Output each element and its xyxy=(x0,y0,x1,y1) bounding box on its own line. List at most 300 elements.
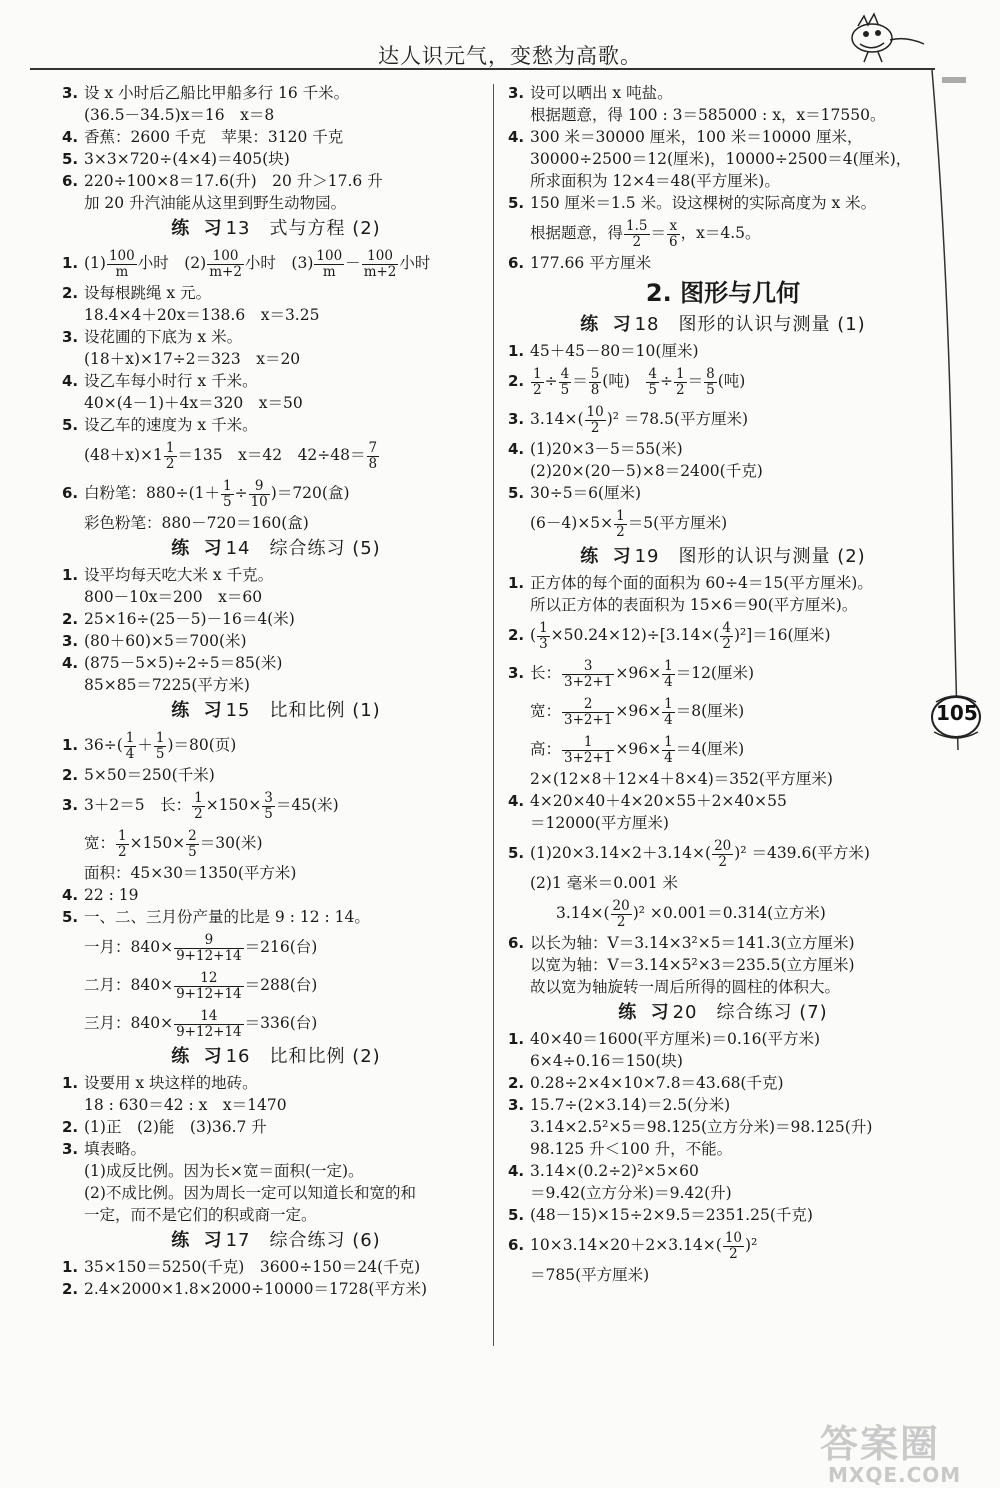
answer-text: 一、二、三月份产量的比是 9 : 12 : 14。 xyxy=(84,908,370,926)
answer-line xyxy=(508,252,938,274)
section-title: 17 综合练习 (6) xyxy=(225,1230,381,1251)
text-part: ×150× xyxy=(129,834,186,852)
text-part: ＝135 x＝42 42÷48＝ xyxy=(177,446,366,464)
text-part: ＝ xyxy=(687,372,704,390)
answer-line xyxy=(62,326,490,348)
text-part: 宽： xyxy=(530,702,562,720)
answer-text: 150 厘米＝1.5 米。设这棵树的实际高度为 x 米。 xyxy=(530,194,877,212)
item-number: 1. xyxy=(62,1074,79,1092)
text-part: )² ＝439.6(平方米) xyxy=(734,844,870,862)
denominator: 5 xyxy=(155,745,165,762)
text-part: 3.14×( xyxy=(530,410,584,428)
numerator: 9 xyxy=(174,933,244,949)
answer-text xyxy=(556,897,826,930)
text-part: )＝720(盒) xyxy=(270,484,350,502)
answer-text: 一定，而不是它们的积或商一定。 xyxy=(84,1206,317,1224)
answer-line xyxy=(508,1264,938,1286)
answer-line xyxy=(508,82,938,104)
section-heading xyxy=(62,215,490,243)
fraction xyxy=(662,659,675,690)
item-number: 3. xyxy=(62,328,79,346)
answer-text: 设平均每天吃大米 x 千克。 xyxy=(84,566,274,584)
denominator: m+2 xyxy=(363,263,397,280)
item-number: 1. xyxy=(508,574,525,592)
answer-text: 30000÷2500＝12(厘米)，10000÷2500＝4(厘米)， xyxy=(530,150,912,168)
fraction xyxy=(107,249,137,280)
denominator: m xyxy=(115,263,129,280)
answer-text: 2.4×2000×1.8×2000÷10000＝1728(平方米) xyxy=(84,1280,427,1298)
answer-text: 15.7÷(2×3.14)＝2.5(分米) xyxy=(530,1096,731,1114)
section-heading xyxy=(62,535,490,563)
section-prefix: 练 习 xyxy=(171,538,226,559)
denominator: 2 xyxy=(194,805,203,822)
section-heading xyxy=(508,311,938,339)
fraction xyxy=(589,367,602,398)
answer-text: 填表略。 xyxy=(84,1140,147,1158)
fraction xyxy=(249,479,270,510)
numerator: 20 xyxy=(612,897,630,914)
answer-text xyxy=(530,1229,758,1262)
section-prefix: 练 习 xyxy=(580,314,635,335)
numerator: 1 xyxy=(194,789,203,806)
text-part: ＝ xyxy=(650,224,667,242)
denominator: 3+2+1 xyxy=(564,711,613,728)
fraction xyxy=(221,479,234,510)
fraction xyxy=(174,1009,244,1040)
answer-line xyxy=(62,512,490,534)
numerator: 2 xyxy=(188,827,197,844)
answer-text: 22 : 19 xyxy=(84,886,139,904)
numerator: 1 xyxy=(222,477,232,494)
text-part: － xyxy=(345,254,361,272)
fraction xyxy=(531,367,544,398)
numerator: x xyxy=(667,219,680,235)
answer-text: 18.4×4＋20x＝138.6 x＝3.25 xyxy=(84,306,320,324)
answer-line xyxy=(508,1138,938,1160)
answer-text: (1)正 (2)能 (3)36.7 升 xyxy=(84,1118,267,1136)
answer-text: 3.14×2.5²×5＝98.125(立方分米)＝98.125(升) xyxy=(530,1118,873,1136)
item-number: 3. xyxy=(508,1096,525,1114)
text-part: ＋ xyxy=(137,736,153,754)
answer-text: 故以宽为轴旋转一周后所得的圆柱的体积大。 xyxy=(530,978,841,996)
item-number: 4. xyxy=(508,128,525,146)
text-part: )＝80(页) xyxy=(167,736,237,754)
answer-line xyxy=(62,148,490,170)
answer-line xyxy=(62,966,490,1004)
section-prefix: 练 习 xyxy=(171,218,226,239)
answer-line xyxy=(62,726,490,764)
answer-line xyxy=(508,976,938,998)
fraction xyxy=(674,367,687,398)
answer-line xyxy=(62,764,490,786)
text-part: (吨) xyxy=(602,372,646,390)
answer-line xyxy=(508,768,938,790)
text-part: 小时 (2) xyxy=(137,254,207,272)
answer-text: (1)20×3－5＝55(米) xyxy=(530,440,683,458)
answer-text: 设乙车的速度为 x 千米。 xyxy=(84,416,258,434)
answer-text: 以宽为轴：V＝3.14×5²×3＝235.5(立方厘米) xyxy=(530,956,855,974)
numerator: 100 xyxy=(207,249,244,265)
answer-line xyxy=(62,652,490,674)
item-number: 2. xyxy=(62,610,79,628)
fraction xyxy=(611,899,632,930)
answer-line xyxy=(508,894,938,932)
answer-line xyxy=(508,1094,938,1116)
answer-text: 设要用 x 块这样的地砖。 xyxy=(84,1074,258,1092)
text-part: 三月：840× xyxy=(84,1014,174,1032)
answer-text xyxy=(84,477,350,510)
text-part: ＝216(台) xyxy=(244,938,318,956)
denominator: 2 xyxy=(729,1245,738,1262)
item-number: 5. xyxy=(62,150,79,168)
answer-text: 30÷5＝6(厘米) xyxy=(530,484,642,502)
answer-line xyxy=(508,400,938,438)
denominator: 3 xyxy=(539,635,548,652)
item-number: 6. xyxy=(508,254,525,272)
fraction xyxy=(614,509,627,540)
answer-line xyxy=(508,192,938,214)
numerator: 4 xyxy=(560,365,570,382)
answer-line xyxy=(62,1138,490,1160)
numerator: 10 xyxy=(586,403,604,420)
item-number: 4. xyxy=(508,792,525,810)
item-number: 6. xyxy=(508,1236,525,1254)
item-number: 4. xyxy=(508,440,525,458)
answer-text xyxy=(530,695,745,728)
answer-text: 85×85＝7225(平方米) xyxy=(84,676,250,694)
answer-line xyxy=(508,1226,938,1264)
answer-text: 40×40＝1600(平方厘米)＝0.16(平方米) xyxy=(530,1030,821,1048)
answer-line xyxy=(508,1116,938,1138)
numerator: 5 xyxy=(590,365,600,382)
answer-text: 25×16÷(25－5)－16＝4(米) xyxy=(84,610,295,628)
answer-line xyxy=(62,1278,490,1300)
answer-text: 所求面积为 12×4＝48(平方厘米)。 xyxy=(530,172,780,190)
fraction xyxy=(362,249,399,280)
numerator: 3 xyxy=(562,659,614,675)
answer-line xyxy=(62,104,490,126)
answer-line xyxy=(508,1182,938,1204)
answer-line xyxy=(62,674,490,696)
answer-line xyxy=(62,1182,490,1204)
numerator: 1 xyxy=(125,729,135,746)
answer-text: 设每根跳绳 x 元。 xyxy=(84,284,212,302)
item-number: 1. xyxy=(62,566,79,584)
answer-text: ＝785(平方厘米) xyxy=(530,1266,650,1284)
item-number: 1. xyxy=(508,342,525,360)
answer-line xyxy=(508,460,938,482)
fraction xyxy=(646,367,659,398)
item-number: 3. xyxy=(62,84,79,102)
answer-line xyxy=(508,730,938,768)
text-part: 10×3.14×20＋2×3.14×( xyxy=(530,1236,722,1254)
section-title: 16 比和比例 (2) xyxy=(225,1046,381,1067)
answer-text: 3×3×720÷(4×4)＝405(块) xyxy=(84,150,290,168)
left-column xyxy=(62,82,490,1300)
text-part: )² ＝78.5(平方厘米) xyxy=(606,410,749,428)
section-heading xyxy=(62,1043,490,1071)
text-part: ＝8(厘米) xyxy=(675,702,745,720)
answer-text: 4×20×40＋4×20×55＋2×40×55 xyxy=(530,792,787,810)
answer-text: 设乙车每小时行 x 千米。 xyxy=(84,372,258,390)
section-prefix: 练 习 xyxy=(171,1046,226,1067)
denominator: 4 xyxy=(664,711,673,728)
answer-line xyxy=(62,1160,490,1182)
answer-text xyxy=(84,1007,318,1040)
answer-line xyxy=(508,1072,938,1094)
item-number: 1. xyxy=(62,254,79,272)
denominator: m+2 xyxy=(209,263,242,280)
answer-line xyxy=(508,504,938,542)
text-part: ÷ xyxy=(544,372,558,390)
answer-line xyxy=(508,148,938,170)
denominator: 5 xyxy=(222,493,232,510)
numerator: 1 xyxy=(539,619,548,636)
text-part: 高： xyxy=(530,740,562,758)
item-number: 1. xyxy=(508,1030,525,1048)
answer-text: 6×4÷0.16＝150(块) xyxy=(530,1052,683,1070)
numerator: 12 xyxy=(174,971,244,987)
answer-line xyxy=(62,786,490,824)
answer-text xyxy=(530,403,749,436)
answer-line xyxy=(62,414,490,436)
text-part: ＝45(米) xyxy=(275,796,339,814)
right-column xyxy=(508,82,938,1286)
denominator: 5 xyxy=(188,843,197,860)
fraction xyxy=(537,621,550,652)
item-number: 2. xyxy=(508,372,525,390)
denominator: 4 xyxy=(664,749,673,766)
answer-text: 220÷100×8＝17.6(升) 20 升＞17.6 升 xyxy=(84,172,383,190)
item-number: 1. xyxy=(62,736,79,754)
answer-text: 45＋45－80＝10(厘米) xyxy=(530,342,699,360)
answer-text: 300 米＝30000 厘米，100 米＝10000 厘米， xyxy=(530,128,863,146)
fraction xyxy=(585,405,606,436)
answer-text: 所以正方体的表面积为 15×6＝90(平方厘米)。 xyxy=(530,596,858,614)
answer-line xyxy=(508,954,938,976)
text-part: 一月：840× xyxy=(84,938,174,956)
text-part: ×96× xyxy=(615,664,662,682)
answer-text: (18＋x)×17÷2＝323 x＝20 xyxy=(84,350,301,368)
cartoon-mascot-icon xyxy=(838,6,928,66)
text-part: ＝288(台) xyxy=(244,976,318,994)
answer-text: ＝12000(平方厘米) xyxy=(530,814,669,832)
item-number: 4. xyxy=(62,886,79,904)
item-number: 3. xyxy=(62,632,79,650)
text-part: 小时 (3) xyxy=(244,254,314,272)
numerator: 4 xyxy=(648,365,657,382)
section-title: 14 综合练习 (5) xyxy=(225,538,381,559)
answer-line xyxy=(62,564,490,586)
text-part: ＝5(平方厘米) xyxy=(627,514,728,532)
section-heading xyxy=(508,543,938,571)
answer-line xyxy=(62,170,490,192)
item-number: 3. xyxy=(62,796,79,814)
fraction xyxy=(367,441,380,472)
denominator: 5 xyxy=(264,805,273,822)
fraction xyxy=(662,697,675,728)
denominator: 2 xyxy=(118,843,127,860)
answer-line xyxy=(508,872,938,894)
fraction xyxy=(723,1231,744,1262)
section-title: 15 比和比例 (1) xyxy=(225,700,381,721)
answer-text: 设花圃的下底为 x 米。 xyxy=(84,328,243,346)
section-prefix: 练 习 xyxy=(171,700,226,721)
fraction xyxy=(720,621,733,652)
answer-text xyxy=(530,365,746,398)
denominator: 3+2+1 xyxy=(564,673,613,690)
answer-text: (36.5－34.5)x＝16 x＝8 xyxy=(84,106,275,124)
answer-line xyxy=(62,824,490,862)
fraction xyxy=(562,697,614,728)
item-number: 5. xyxy=(508,484,525,502)
numerator: 2 xyxy=(562,697,614,713)
denominator: 6 xyxy=(669,233,678,250)
answer-line xyxy=(508,362,938,400)
denominator: 2 xyxy=(165,455,175,472)
section-title: 13 式与方程 (2) xyxy=(225,218,381,239)
chapter-title: 2. 图形与几何 xyxy=(645,279,801,307)
denominator: 5 xyxy=(706,381,715,398)
item-number: 2. xyxy=(62,1280,79,1298)
answer-text: 2×(12×8＋12×4＋8×4)＝352(平方厘米) xyxy=(530,770,833,788)
answer-line xyxy=(62,586,490,608)
section-heading xyxy=(62,1227,490,1255)
answer-line xyxy=(62,370,490,392)
section-title: 19 图形的认识与测量 (2) xyxy=(634,546,866,567)
item-number: 2. xyxy=(62,766,79,784)
section-prefix: 练 习 xyxy=(580,546,635,567)
answer-line xyxy=(62,906,490,928)
fraction xyxy=(662,735,675,766)
answer-line xyxy=(508,170,938,192)
header-slogan: 达人识元气，变愁为高歌。 xyxy=(378,44,642,68)
answer-line xyxy=(62,608,490,630)
text-part: ＝12(厘米) xyxy=(675,664,755,682)
item-number: 3. xyxy=(508,410,525,428)
answer-line xyxy=(508,482,938,504)
denominator: 4 xyxy=(125,745,135,762)
item-number: 4. xyxy=(508,1162,525,1180)
item-number: 2. xyxy=(508,1074,525,1092)
answer-line xyxy=(508,214,938,252)
text-part: 根据题意，得 xyxy=(530,224,624,242)
denominator: 2 xyxy=(590,419,600,436)
section-title: 18 图形的认识与测量 (1) xyxy=(634,314,866,335)
answer-text xyxy=(84,827,263,860)
answer-line xyxy=(62,82,490,104)
answer-text xyxy=(530,507,728,540)
numerator: 1 xyxy=(533,365,542,382)
answer-line xyxy=(62,1116,490,1138)
answer-line xyxy=(508,834,938,872)
answer-text: 根据题意，得 100 : 3＝585000 : x，x＝17550。 xyxy=(530,106,886,124)
answer-line xyxy=(62,436,490,474)
numerator: 1 xyxy=(664,733,673,750)
numerator: 14 xyxy=(174,1009,244,1025)
answer-line xyxy=(62,244,490,282)
answer-line xyxy=(508,594,938,616)
answer-text: 香蕉：2600 千克 苹果：3120 千克 xyxy=(84,128,344,146)
fraction xyxy=(704,367,717,398)
watermark-url: MXQE.COM xyxy=(828,1463,962,1487)
answer-text: 设 x 小时后乙船比甲船多行 16 千米。 xyxy=(84,84,350,102)
numerator: 3 xyxy=(264,789,273,806)
answer-line xyxy=(508,126,938,148)
answer-text: 0.28÷2×4×10×7.8＝43.68(千克) xyxy=(530,1074,784,1092)
answer-text: 以长为轴：V＝3.14×3²×5＝141.3(立方厘米) xyxy=(530,934,855,952)
item-number: 4. xyxy=(62,654,79,672)
fraction xyxy=(262,791,275,822)
answer-text: (1)成反比例。因为长×宽＝面积(一定)。 xyxy=(84,1162,364,1180)
answer-line xyxy=(508,572,938,594)
answer-text: 98.125 升＜100 升，不能。 xyxy=(530,1140,733,1158)
text-part: ＝ xyxy=(572,372,588,390)
section-heading xyxy=(62,697,490,725)
item-number: 5. xyxy=(508,194,525,212)
answer-text xyxy=(84,729,237,762)
text-part: ( xyxy=(530,626,537,644)
text-part: 长： xyxy=(530,664,562,682)
answer-text xyxy=(84,931,318,964)
answer-text: (2)20×(20－5)×8＝2400(千克) xyxy=(530,462,763,480)
item-number: 5. xyxy=(62,908,79,926)
denominator: 3+2+1 xyxy=(564,749,613,766)
watermark-main: 答案圈 xyxy=(820,1422,941,1466)
answer-line xyxy=(508,616,938,654)
answer-line xyxy=(62,474,490,512)
watermark xyxy=(820,1424,961,1486)
answer-line xyxy=(62,1094,490,1116)
numerator: 20 xyxy=(714,837,732,854)
denominator: 2 xyxy=(676,381,685,398)
numerator: 1 xyxy=(118,827,127,844)
answer-text: ＝9.42(立方分米)＝9.42(升) xyxy=(530,1184,732,1202)
answer-text xyxy=(84,969,318,1002)
fraction xyxy=(562,735,614,766)
answer-line xyxy=(62,928,490,966)
answer-line xyxy=(62,1004,490,1042)
fraction xyxy=(174,933,244,964)
numerator: 9 xyxy=(249,479,270,495)
text-part: 3.14×( xyxy=(556,904,610,922)
answer-line xyxy=(508,1028,938,1050)
fraction xyxy=(559,367,572,398)
answer-text: (875－5×5)÷2÷5＝85(米) xyxy=(84,654,283,672)
fraction xyxy=(124,731,137,762)
column-divider xyxy=(493,84,494,1346)
text-part: (1) xyxy=(84,254,106,272)
answer-text: 177.66 平方厘米 xyxy=(530,254,652,272)
item-number: 6. xyxy=(62,484,79,502)
item-number: 4. xyxy=(62,372,79,390)
text-part: 二月：840× xyxy=(84,976,174,994)
text-part: )² xyxy=(745,1236,758,1254)
answer-line xyxy=(62,348,490,370)
answer-text xyxy=(84,789,339,822)
text-part: ，x＝4.5。 xyxy=(680,224,761,242)
answer-text: 彩色粉笔：880－720＝160(盒) xyxy=(84,514,309,532)
numerator: 100 xyxy=(316,247,343,264)
answer-line xyxy=(508,1160,938,1182)
numerator: 100 xyxy=(108,247,135,264)
answer-line xyxy=(508,654,938,692)
fraction xyxy=(174,971,244,1002)
text-part: 小时 xyxy=(399,254,431,272)
numerator: 1.5 xyxy=(626,217,648,234)
item-number: 1. xyxy=(62,1258,79,1276)
answer-text: 正方体的每个面的面积为 60÷4＝15(平方厘米)。 xyxy=(530,574,873,592)
